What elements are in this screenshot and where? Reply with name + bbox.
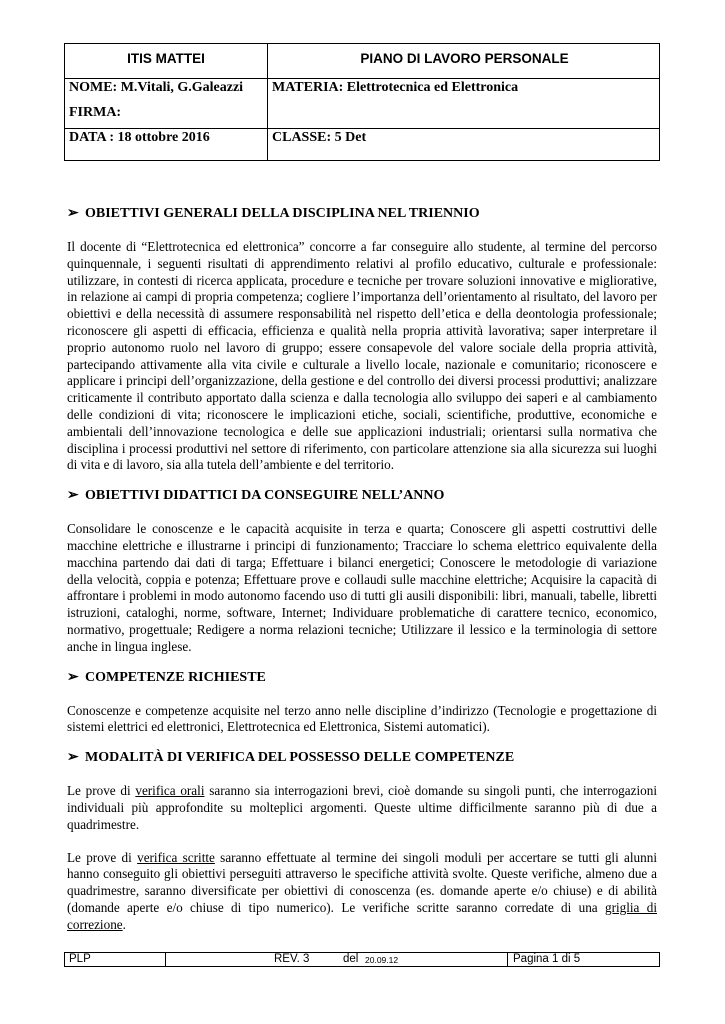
header-table [64,43,660,161]
text-run: . [122,916,126,932]
author-names: NOME: M.Vitali, G.Galeazzi [69,80,244,95]
underlined-term: verifica orali [135,783,205,799]
table-divider [65,128,659,129]
paragraph [67,850,657,934]
section-heading-text: OBIETTIVI DIDATTICI DA CONSEGUIRE NELL’ANNO [85,488,445,504]
arrow-bullet-icon: ➢ [67,750,79,766]
school-name: ITIS MATTEI [127,51,205,66]
subject-label: MATERIA: Elettrotecnica ed Elettronica [272,80,519,95]
section-heading [67,749,657,767]
section-heading [67,205,657,223]
revision-date: 20.09.12 [365,955,399,965]
table-divider [65,78,659,79]
signature-label: FIRMA: [69,105,122,120]
paragraph: Il docente di “Elettrotecnica ed elettronica” concorre a far conseguire allo studente, al termine del percorso quinquennale, i seguenti risultati di apprendimento relativi al profilo educativo, culturale e professionale: utilizzare, in contesti di ricerca applicata, procedure e tecniche per trovare soluzioni innovative e migliorative, in relazione ai campi di propria competenza; cogliere l’importanza dell’orientamento al risultato, del lavoro per obiettivi e della necessità di assumere responsabilità nel rispetto dell’etica e della deontologia professionale; riconoscere gli aspetti di efficacia, efficienza e qualità nella propria attività lavorativa; saper interpretare il proprio autonomo ruolo nel lavoro di gruppo; essere consapevole del valore sociale della propria attività, partecipando attivamente alla vita civile e culturale a livello locale, nazionale e comunitario; riconoscere e applicare i principi dell’organizzazione, della gestione e del controllo dei diversi processi produttivi; analizzare criticamente il contributo apportato dalla scienza e dalla tecnologia allo sviluppo dei saperi e al cambiamento delle condizioni di vita; riconoscere le implicazioni etiche, sociali, scientifiche, produttive, economiche e ambientali dell’innovazione tecnologica e delle sue applicazioni industriali; orientarsi sulla normativa che disciplina i processi produttivi nel settore di riferimento, con particolare attenzione sia alla sicurezza sui luoghi di vita e di lavoro, sia alla tutela dell’ambiente e del territorio. [67,239,657,473]
text-run: saranno effettuate al termine dei singoli moduli per accertare se tutti gli alunni hanno conseguito gli obiettivi perseguiti attraverso le specifiche attività svolte. Queste verifiche, almeno due a quadrimestre, saranno diversificate per obiettivi di conoscenza (es. domande aperte e/o chiuse) e di abilità (domande aperte e/o chiuse di tipo numerico). Le verifiche scritte saranno corredate di una [67,849,657,915]
paragraph [67,783,657,833]
section-heading-text: OBIETTIVI GENERALI DELLA DISCIPLINA NEL TRIENNIO [85,206,480,221]
underlined-term: verifica scritte [137,849,215,865]
page-number: Pagina 1 di 5 [513,953,581,965]
section-heading [67,487,657,505]
arrow-bullet-icon: ➢ [67,206,79,221]
text-run: Le prove di [67,783,136,799]
underlined-term: griglia di correzione [67,899,657,932]
text-run: Le prove di [67,849,138,865]
paragraph: Conoscenze e competenze acquisite nel terzo anno nelle discipline d’indirizzo (Tecnologie e progettazione di sistemi elettrici ed elettronici, Elettrotecnica ed Elettronica, Sistemi automatici). [67,702,657,735]
paragraph: Consolidare le conoscenze e le capacità acquisite in terza e quarta; Conoscere gli aspetti costruttivi delle macchine elettriche e illustrarne i principi di funzionamento; Tracciare lo schema elettrico equivalente della macchina partendo dai dati di targa; Effettuare i bilanci energetici; Conoscere le metodologie di variazione della velocità, coppia e potenza; Effettuare prove e collaudi sulle macchine elettriche; Acquisire la capacità di affrontare i problemi in modo autonomo facendo uso di tutti gli ausili disponibili: libri, manuali, tabelle, libretti istruzioni, cataloghi, norme, software, Internet; Individuare problematiche di carattere tecnico, economico, normativo, progettuale; Redigere a norma relazioni tecniche; Utilizzare il lessico e la terminologia di settore anche in lingua inglese. [67,521,657,654]
section-heading-text: MODALITÀ DI VERIFICA DEL POSSESSO DELLE COMPETENZE [85,750,515,766]
document-title: PIANO DI LAVORO PERSONALE [360,51,569,66]
footer-divider [165,953,166,966]
arrow-bullet-icon: ➢ [67,488,79,504]
text-run: saranno sia interrogazioni brevi, cioè domande su singoli punti, che interrogazioni individuali più approfondite su molteplici argomenti. Queste ultime difficilmente saranno più di due a quadrimestre. [67,783,657,832]
section-heading [67,669,657,687]
footer-divider [507,953,508,966]
footer-table [64,952,660,967]
revision-date-label: del [343,953,359,965]
document-code: PLP [69,953,91,965]
arrow-bullet-icon: ➢ [67,669,79,685]
class-label: CLASSE: 5 Det [272,130,367,145]
date-label: DATA : 18 ottobre 2016 [69,130,210,145]
document-body [67,205,657,934]
section-heading-text: COMPETENZE RICHIESTE [85,669,266,685]
revision-label: REV. 3 [274,953,310,965]
